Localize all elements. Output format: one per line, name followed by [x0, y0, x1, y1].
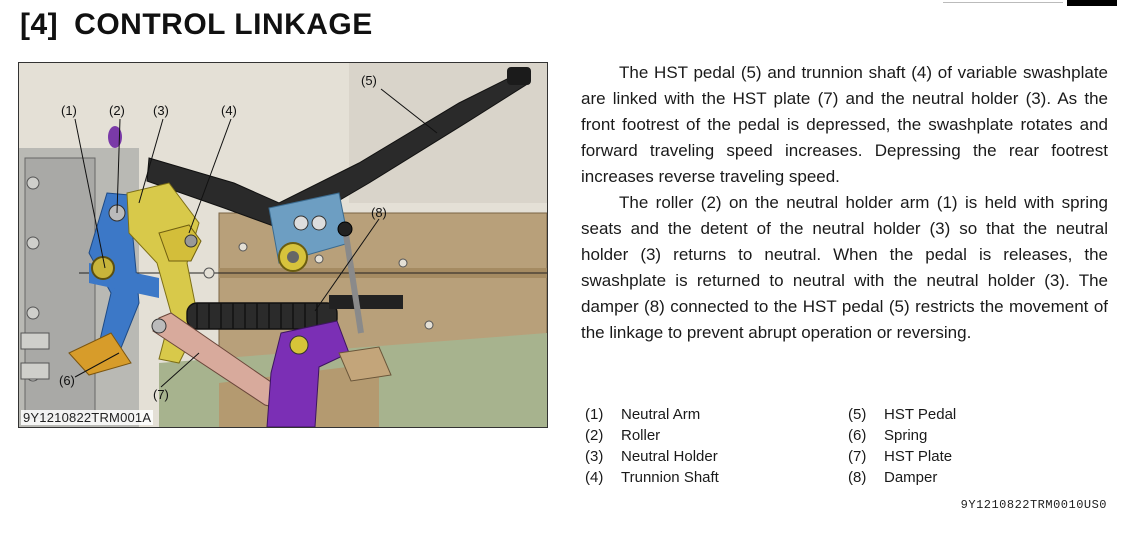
linkage-figure — [18, 62, 548, 428]
paragraph: The roller (2) on the neutral holder arm (1) is held with spring seats and the detent of the neutral holder (3) so that the neutral holder (3) returns to neutral. When the pedal is releases, the swashplate is returned to neutral with the neutral holder (3). The damper (8) connected to the HST pedal (5) restricts the movement of the linkage to prevent abrupt operation or reversing. — [581, 193, 1108, 342]
section-number: [4] — [20, 8, 59, 41]
description-text — [581, 60, 1108, 346]
legend-item: (8) Damper — [848, 469, 938, 486]
legend-column-right — [848, 404, 956, 488]
legend-column-left — [585, 404, 719, 488]
linkage-illustration — [19, 63, 547, 427]
section-title: CONTROL LINKAGE — [74, 8, 373, 41]
callout-6: (6) — [59, 373, 75, 388]
legend-item: (6) Spring — [848, 427, 928, 444]
figure-id: 9Y1210822TRM001A — [23, 410, 152, 425]
callout-3: (3) — [153, 103, 169, 118]
legend-item: (4) Trunnion Shaft — [585, 469, 719, 486]
callout-4: (4) — [221, 103, 237, 118]
callout-7: (7) — [153, 387, 169, 402]
header-tab — [1067, 0, 1117, 6]
callout-2: (2) — [109, 103, 125, 118]
callout-1: (1) — [61, 103, 77, 118]
section-heading — [20, 8, 373, 42]
paragraph: The HST pedal (5) and trunnion shaft (4) of variable swashplate are linked with the HST plate (7) and the neutral holder (3). As the front footrest of the pedal is depressed, the swashplate rotates and forward traveling speed increases. Depressing the rear footrest increases reverse traveling speed. — [581, 63, 1108, 186]
callout-5: (5) — [361, 73, 377, 88]
legend-item: (5) HST Pedal — [848, 406, 957, 423]
legend-item: (3) Neutral Holder — [585, 448, 718, 465]
legend-item: (7) HST Plate — [848, 448, 953, 465]
header-rule — [943, 2, 1063, 3]
legend-item: (1) Neutral Arm — [585, 406, 701, 423]
legend-item: (2) Roller — [585, 427, 661, 444]
callout-8: (8) — [371, 205, 387, 220]
document-code: 9Y1210822TRM0010US0 — [960, 498, 1107, 512]
